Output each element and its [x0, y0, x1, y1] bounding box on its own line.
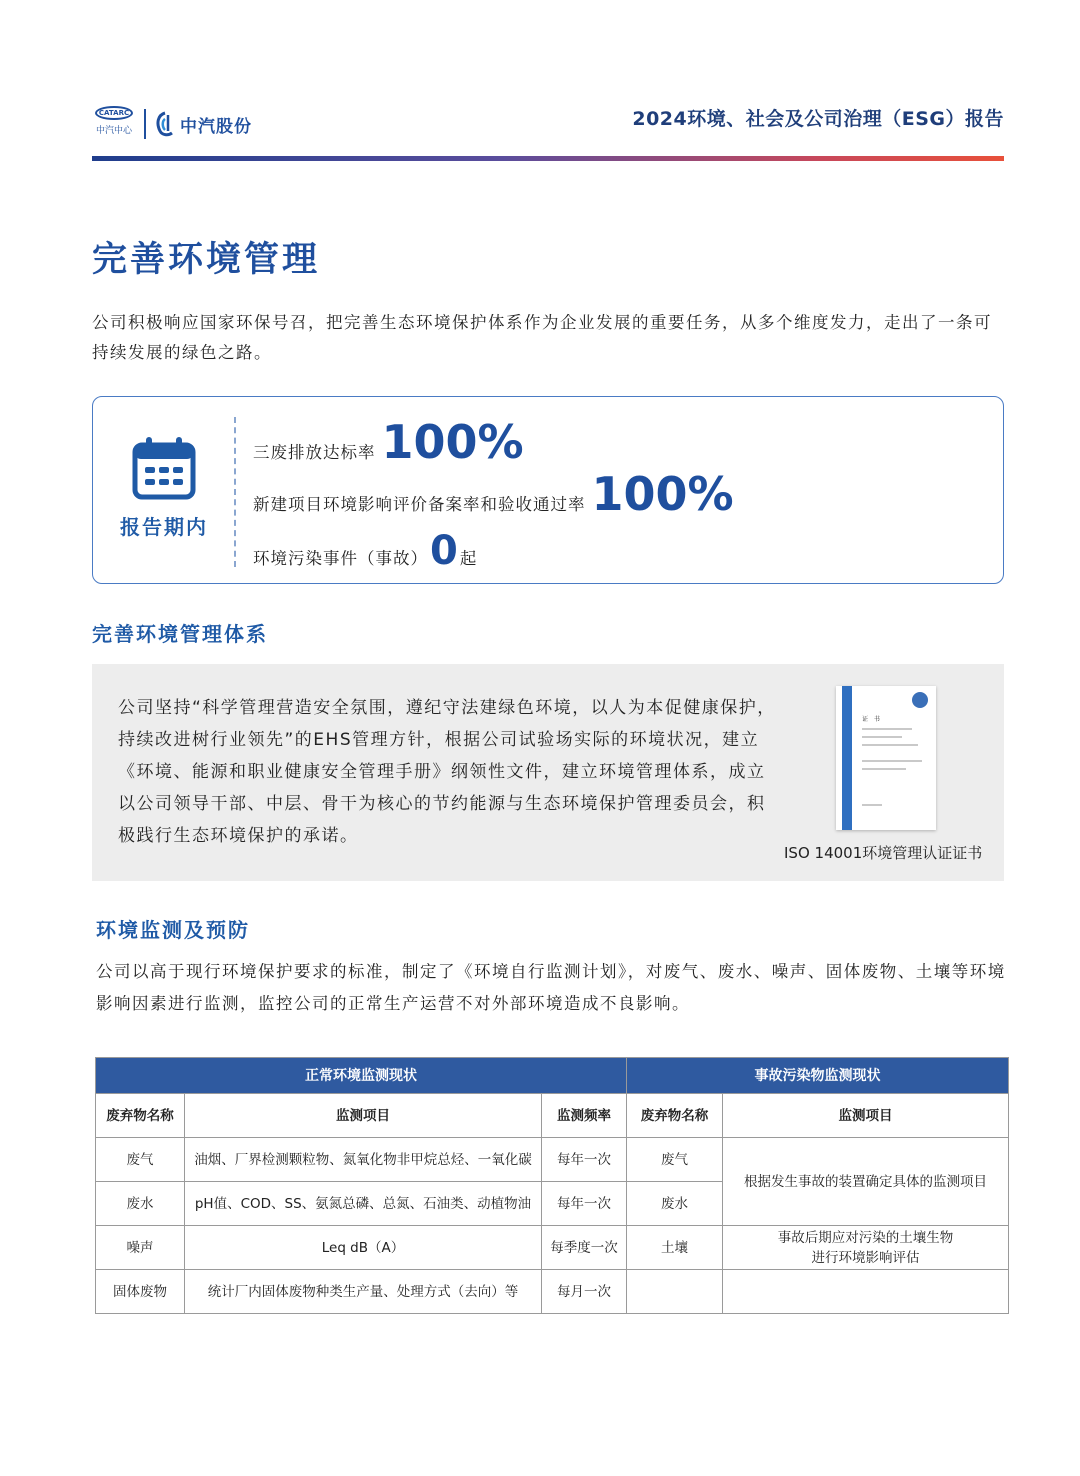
kpi-value: 0: [430, 528, 458, 574]
kpi-period: [115, 435, 213, 540]
table-cell: 统计厂内固体废物种类生产量、处理方式（去向）等: [185, 1270, 542, 1314]
certificate-text-line: [862, 768, 906, 770]
section-title-monitoring: 环境监测及预防: [96, 918, 250, 942]
table-cell: 土壤: [627, 1226, 723, 1270]
table-group-header-row: [96, 1058, 1009, 1094]
column-header: 废弃物名称: [627, 1094, 723, 1138]
kpi-label: 环境污染事件（事故）: [253, 549, 428, 568]
catarc-logo-text: 中汽中心: [95, 126, 132, 136]
column-header: 监测频率: [542, 1094, 627, 1138]
catarc-logo-mark: CATARC: [95, 106, 133, 120]
kpi-divider: [234, 417, 236, 567]
section-title-ems: 完善环境管理体系: [92, 622, 268, 646]
page-title: 完善环境管理: [92, 240, 321, 280]
column-header: 监测项目: [185, 1094, 542, 1138]
kpi-label: 三废排放达标率: [253, 443, 376, 462]
column-header: 监测项目: [723, 1094, 1009, 1138]
table-header-row: [96, 1094, 1009, 1138]
kpi-row: [253, 528, 477, 574]
cell-line: 事故后期应对污染的土壤生物: [777, 1229, 954, 1246]
certificate-text-line: [862, 760, 922, 762]
certificate-caption: ISO 14001环境管理认证证书: [784, 844, 983, 862]
table-cell: [627, 1270, 723, 1314]
header-gradient-bar: [92, 156, 1004, 161]
table-cell: 废水: [96, 1182, 185, 1226]
table-cell: 废气: [96, 1138, 185, 1182]
kpi-value: 100%: [591, 467, 734, 521]
table-cell: 油烟、厂界检测颗粒物、氮氧化物非甲烷总烃、一氧化碳: [185, 1138, 542, 1182]
table-cell: 噪声: [96, 1226, 185, 1270]
table-cell: 废水: [627, 1182, 723, 1226]
table-row: [96, 1270, 1009, 1314]
kpi-box: [92, 396, 1004, 584]
monitoring-table: [95, 1057, 1009, 1314]
table-cell-empty: [723, 1270, 1009, 1314]
calendar-icon: [131, 435, 197, 501]
kpi-label: 新建项目环境影响评价备案率和验收通过率: [253, 495, 586, 514]
group-header-normal: 正常环境监测现状: [96, 1058, 627, 1094]
table-cell: 废气: [627, 1138, 723, 1182]
caac-logo-text: 中汽股份: [180, 116, 252, 137]
cell-line: 进行环境影响评估: [811, 1249, 920, 1266]
table-cell: 每年一次: [542, 1182, 627, 1226]
ems-paragraph: 公司坚持“科学管理营造安全氛围，遵纪守法建绿色环境，以人为本促健康保护，持续改进树行业领先”的EHS管理方针，根据公司试验场实际的环境状况，建立《环境、能源和职业健康安全管理手册》纲领性文件，建立环境管理体系，成立以公司领导干部、中层、骨干为核心的节约能源与生态环境保护管理委员会，积极践行生态环境保护的承诺。: [118, 698, 776, 846]
certificate-text-line: [862, 728, 912, 730]
kpi-row: [253, 467, 734, 521]
kpi-unit: 起: [459, 549, 477, 568]
table-cell-merged: 根据发生事故的装置确定具体的监测项目: [723, 1138, 1009, 1226]
kpi-period-label: 报告期内: [120, 515, 208, 539]
certificate-seal-icon: [912, 692, 928, 708]
table-cell: [723, 1226, 1009, 1270]
page-header: [92, 96, 1004, 146]
monitoring-paragraph: 公司以高于现行环境保护要求的标准，制定了《环境自行监测计划》，对废气、废水、噪声、固体废物、土壤等环境影响因素进行监测，监控公司的正常生产运营不对外部环境造成不良影响。: [96, 962, 1006, 1013]
certificate-heading: 证 书: [862, 716, 882, 723]
certificate-text-line: [862, 736, 902, 738]
caac-logo: [154, 111, 252, 137]
catarc-logo: [92, 106, 136, 142]
logo-separator: [144, 109, 146, 139]
certificate-stripe: [842, 686, 852, 830]
table-cell: 每月一次: [542, 1270, 627, 1314]
report-title: 2024环境、社会及公司治理（ESG）报告: [632, 108, 1004, 130]
table-cell: 固体废物: [96, 1270, 185, 1314]
column-header: 废弃物名称: [96, 1094, 185, 1138]
group-header-accident: 事故污染物监测现状: [627, 1058, 1009, 1094]
table-cell: 每季度一次: [542, 1226, 627, 1270]
iso-certificate-image: [836, 686, 936, 830]
table-cell: 每年一次: [542, 1138, 627, 1182]
table-cell: pH值、COD、SS、氨氮总磷、总氮、石油类、动植物油: [185, 1182, 542, 1226]
certificate-text-line: [862, 804, 882, 806]
intro-paragraph: 公司积极响应国家环保号召，把完善生态环境保护体系作为企业发展的重要任务，从多个维度发力，走出了一条可持续发展的绿色之路。: [92, 313, 992, 362]
table-cell: Leq dB（A）: [185, 1226, 542, 1270]
caac-logo-icon: [154, 111, 176, 137]
certificate-text-line: [862, 744, 918, 746]
table-row: [96, 1138, 1009, 1182]
kpi-row: [253, 415, 524, 469]
logo-group: [92, 104, 252, 144]
kpi-value: 100%: [381, 415, 524, 469]
ems-box: [92, 664, 1004, 881]
table-row: [96, 1226, 1009, 1270]
